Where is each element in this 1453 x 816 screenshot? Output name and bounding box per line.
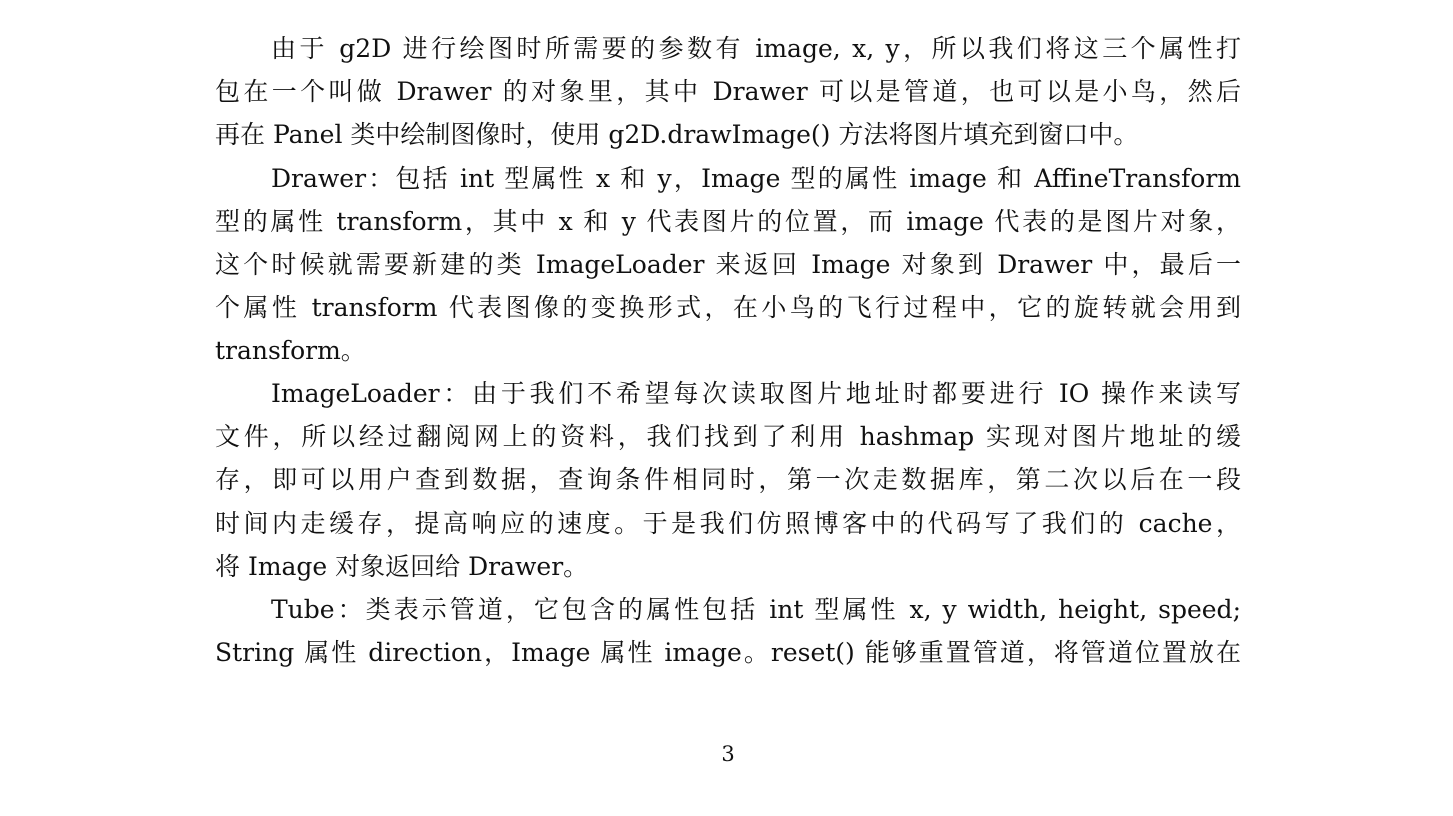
paragraph-2-line-1: Drawer：包括 int 型属性 x 和 y，Image 型的属性 image 和 AffineTransform bbox=[271, 164, 1241, 193]
paragraph-2-line-5: transform。 bbox=[215, 336, 366, 365]
paragraph-1-line-1: 由于 g2D 进行绘图时所需要的参数有 image, x, y，所以我们将这三个属性打 bbox=[271, 34, 1241, 63]
paragraph-2-line-2: 型的属性 transform，其中 x 和 y 代表图片的位置，而 image 代表的是图片对象， bbox=[215, 207, 1241, 236]
paragraph-3-line-1: ImageLoader：由于我们不希望每次读取图片地址时都要进行 IO 操作来读写 bbox=[271, 379, 1241, 408]
paragraph-2-line-4: 个属性 transform 代表图像的变换形式，在小鸟的飞行过程中，它的旋转就会用到 bbox=[215, 293, 1241, 322]
paragraph-4-line-1: Tube：类表示管道，它包含的属性包括 int 型属性 x, y width, height, speed; bbox=[271, 595, 1241, 624]
paragraph-2-line-3: 这个时候就需要新建的类 ImageLoader 来返回 Image 对象到 Drawer 中，最后一 bbox=[215, 250, 1241, 279]
paragraph-4-line-2: String 属性 direction，Image 属性 image。reset() 能够重置管道，将管道位置放在 bbox=[215, 638, 1241, 667]
paragraph-3-line-3: 存，即可以用户查到数据，查询条件相同时，第一次走数据库，第二次以后在一段 bbox=[215, 465, 1241, 494]
page-number: 3 bbox=[721, 742, 735, 766]
paragraph-3-line-5: 将 Image 对象返回给 Drawer。 bbox=[215, 552, 589, 581]
paragraph-1-line-2: 包在一个叫做 Drawer 的对象里，其中 Drawer 可以是管道，也可以是小鸟，然后 bbox=[215, 77, 1241, 106]
paragraph-3-line-4: 时间内走缓存，提高响应的速度。于是我们仿照博客中的代码写了我们的 cache， bbox=[215, 509, 1241, 538]
paragraph-3-line-2: 文件，所以经过翻阅网上的资料，我们找到了利用 hashmap 实现对图片地址的缓 bbox=[215, 422, 1241, 451]
paragraph-1-line-3: 再在 Panel 类中绘制图像时，使用 g2D.drawImage() 方法将图片填充到窗口中。 bbox=[215, 120, 1139, 149]
